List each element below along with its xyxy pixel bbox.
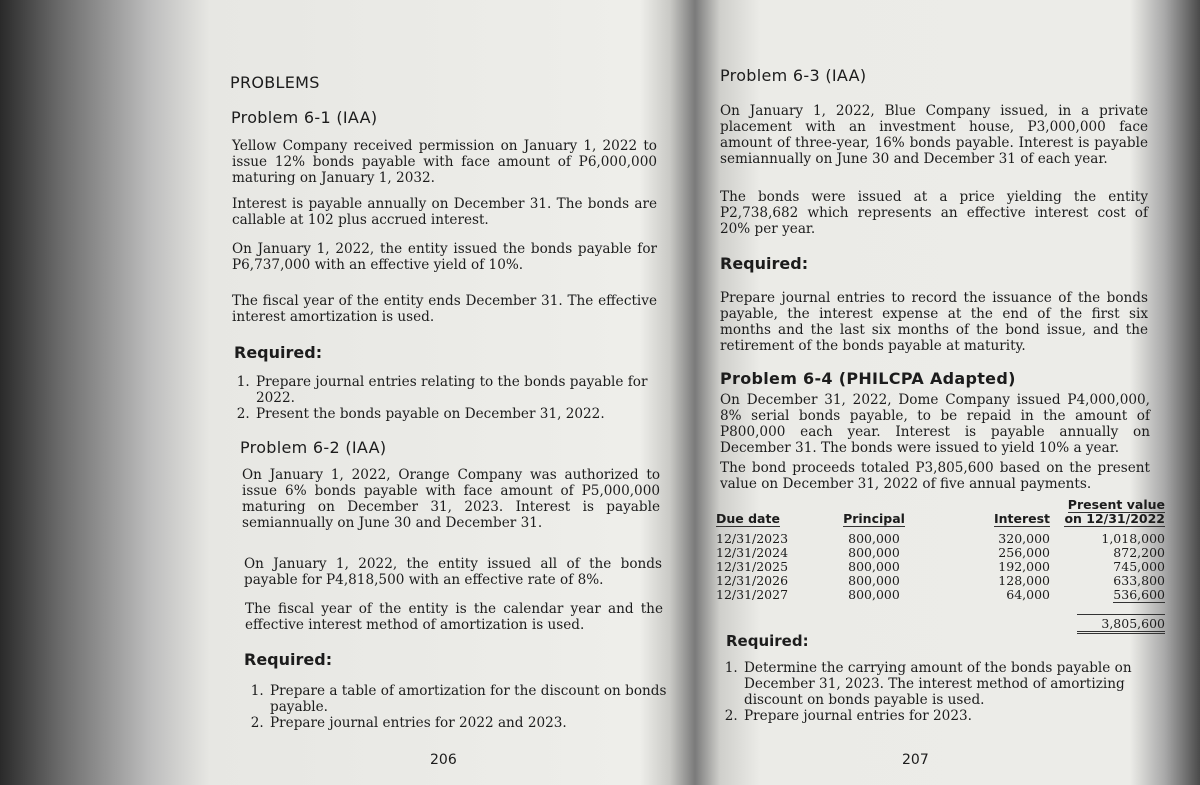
table-cell: 64,000 [1006, 587, 1050, 602]
problem-6-2-required: Required: [244, 650, 333, 669]
problem-6-4-required: Required: [726, 632, 809, 650]
present-value-table [716, 498, 1165, 634]
list-item: 2. Prepare journal entries for 2022 and 2023. [268, 715, 683, 731]
list-item: 1. Prepare a table of amortization for the discount on bonds payable. [268, 683, 683, 715]
right-page [690, 0, 1200, 785]
table-cell: 800,000 [848, 587, 900, 602]
table-cell: 12/31/2026 [716, 573, 789, 588]
problem-6-1-para-2: Interest is payable annually on December 31. The bonds are callable at 102 plus accrued interest. [232, 196, 657, 228]
table-total-row [716, 602, 1165, 634]
problem-6-3-required: Required: [720, 254, 809, 273]
table-cell: 872,200 [1113, 545, 1165, 560]
col-due-date: Due date [716, 511, 780, 526]
table-header-row [716, 498, 1165, 532]
table-cell: 800,000 [848, 559, 900, 574]
problem-6-3-para-2: The bonds were issued at a price yielding the entity P2,738,682 which represents an effective interest cost of 20% per year. [720, 189, 1148, 237]
table-row [716, 532, 1165, 546]
problem-6-2-title: Problem 6-2 (IAA) [240, 438, 387, 457]
problem-6-3-required-text: Prepare journal entries to record the issuance of the bonds payable, the interest expense at the end of the first six months and the last six months of the bond issue, and the retirement of the bonds payable at maturity. [720, 290, 1148, 354]
problem-6-1-para-1: Yellow Company received permission on January 1, 2022 to issue 12% bonds payable with face amount of P6,000,000 maturing on January 1, 2032. [232, 138, 657, 186]
problem-6-4-para-1: On December 31, 2022, Dome Company issued P4,000,000, 8% serial bonds payable, to be repaid in the amount of P800,000 each year. Interest is payable annually on December 31. The bonds were issued to yield 10% a year. [720, 392, 1150, 456]
page-header: PROBLEMS [230, 73, 320, 92]
table-cell: 633,800 [1113, 573, 1165, 588]
table-cell: 536,600 [1113, 587, 1165, 602]
table-cell: 320,000 [998, 531, 1050, 546]
problem-6-2-para-1: On January 1, 2022, Orange Company was authorized to issue 6% bonds payable with face amount of P5,000,000 maturing on December 31, 2023. Interest is payable semiannually on June 30 and December 31. [242, 467, 660, 531]
problem-6-2-para-2: On January 1, 2022, the entity issued all of the bonds payable for P4,818,500 with an effective rate of 8%. [244, 556, 662, 588]
table-cell: 800,000 [848, 545, 900, 560]
problem-6-2-requirements [246, 683, 683, 731]
problem-6-1-para-4: The fiscal year of the entity ends December 31. The effective interest amortization is used. [232, 293, 657, 325]
table-row [716, 560, 1165, 574]
table-cell: 800,000 [848, 531, 900, 546]
problem-6-1-para-3: On January 1, 2022, the entity issued the bonds payable for P6,737,000 with an effective yield of 10%. [232, 241, 657, 273]
table-cell: 192,000 [998, 559, 1050, 574]
table-cell: 745,000 [1113, 559, 1165, 574]
table-row [716, 574, 1165, 588]
table-total: 3,805,600 [1077, 614, 1165, 634]
problem-6-1-title: Problem 6-1 (IAA) [231, 108, 378, 127]
table-row [716, 588, 1165, 602]
problem-6-4-requirements [720, 660, 1152, 724]
table-cell: 12/31/2023 [716, 531, 789, 546]
table-cell: 1,018,000 [1101, 531, 1165, 546]
problem-6-2-para-3: The fiscal year of the entity is the calendar year and the effective interest method of amortization is used. [245, 601, 663, 633]
col-present-value: Present value on 12/31/2022 [1064, 497, 1165, 526]
problem-6-4-title: Problem 6-4 (PHILCPA Adapted) [720, 369, 1016, 388]
page-number-right: 207 [902, 752, 929, 768]
table-cell: 12/31/2027 [716, 587, 789, 602]
table-cell: 12/31/2025 [716, 559, 789, 574]
problem-6-1-requirements [232, 374, 664, 422]
problem-6-4-para-2: The bond proceeds totaled P3,805,600 based on the present value on December 31, 2022 of five annual payments. [720, 460, 1150, 492]
list-item: 1. Determine the carrying amount of the bonds payable on December 31, 2023. The interest method of amortizing discount on bonds payable is used. [742, 660, 1152, 708]
problem-6-3-para-1: On January 1, 2022, Blue Company issued, in a private placement with an investment house, P3,000,000 face amount of three-year, 16% bonds payable. Interest is payable semiannually on June 30 and December 31 of each year. [720, 103, 1148, 167]
table-cell: 128,000 [998, 573, 1050, 588]
table-cell: 256,000 [998, 545, 1050, 560]
table-row [716, 546, 1165, 560]
col-principal: Principal [843, 511, 905, 526]
col-interest: Interest [993, 511, 1050, 526]
page-number-left: 206 [430, 752, 457, 768]
list-item: 2. Present the bonds payable on December 31, 2022. [254, 406, 664, 422]
list-item: 1. Prepare journal entries relating to the bonds payable for 2022. [254, 374, 664, 406]
problem-6-1-required: Required: [234, 343, 323, 362]
table-cell: 12/31/2024 [716, 545, 789, 560]
table-cell: 800,000 [848, 573, 900, 588]
problem-6-3-title: Problem 6-3 (IAA) [720, 66, 867, 85]
list-item: 2. Prepare journal entries for 2023. [742, 708, 1152, 724]
